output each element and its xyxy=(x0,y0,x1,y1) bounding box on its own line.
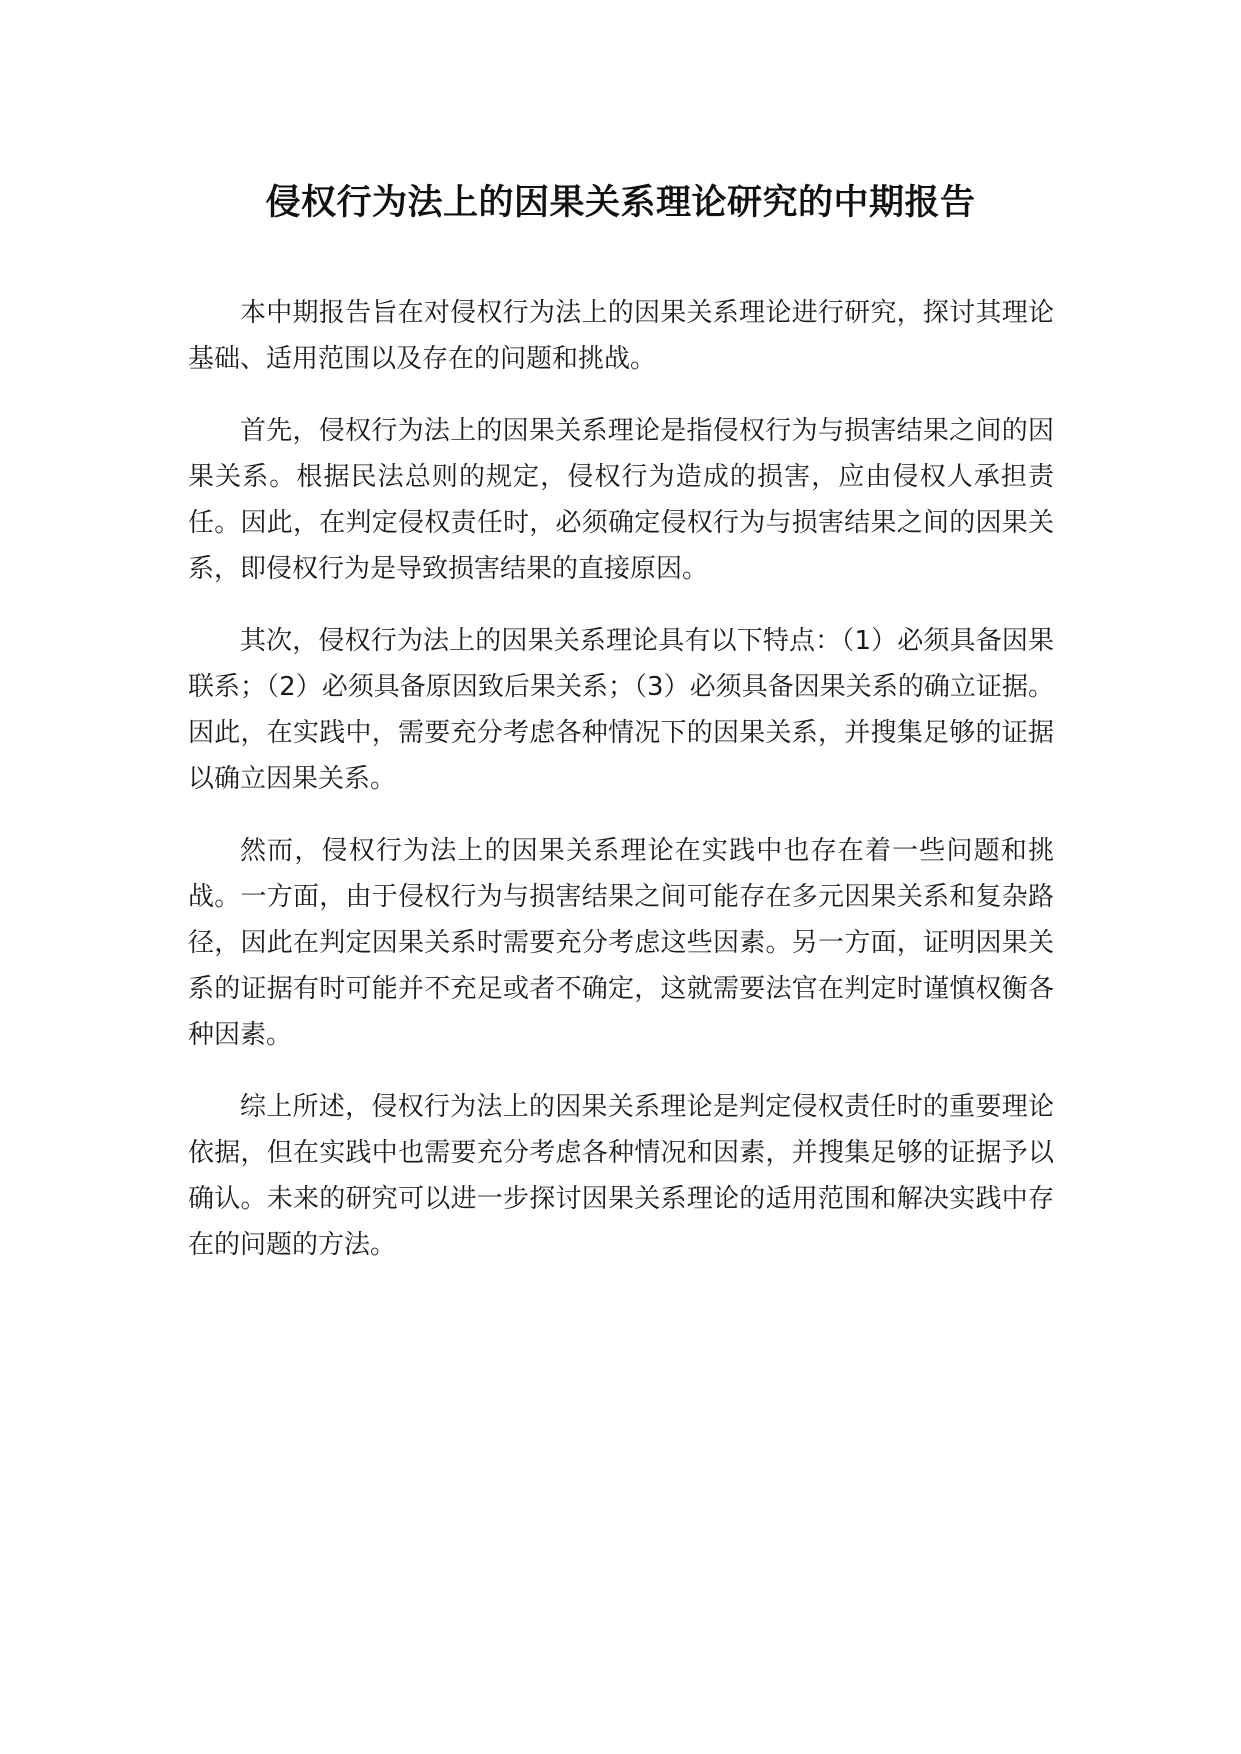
document-body xyxy=(188,290,1054,1294)
paragraph-intro: 本中期报告旨在对侵权行为法上的因果关系理论进行研究，探讨其理论基础、适用范围以及存在的问题和挑战。 xyxy=(188,298,1054,374)
document-title: 侵权行为法上的因果关系理论研究的中期报告 xyxy=(265,183,976,223)
paragraph-conclusion: 综上所述，侵权行为法上的因果关系理论是判定侵权责任时的重要理论依据，但在实践中也需要充分考虑各种情况和因素，并搜集足够的证据予以确认。未来的研究可以进一步探讨因果关系理论的适用范围和解决实践中存在的问题的方法。 xyxy=(188,1092,1054,1260)
paragraph-characteristics: 其次，侵权行为法上的因果关系理论具有以下特点：（1）必须具备因果联系；（2）必须具备原因致后果关系；（3）必须具备因果关系的确立证据。因此，在实践中，需要充分考虑各种情况下的因果关系，并搜集足够的证据以确立因果关系。 xyxy=(188,626,1054,794)
paragraph-challenges: 然而，侵权行为法上的因果关系理论在实践中也存在着一些问题和挑战。一方面，由于侵权行为与损害结果之间可能存在多元因果关系和复杂路径，因此在判定因果关系时需要充分考虑这些因素。另一方面，证明因果关系的证据有时可能并不充足或者不确定，这就需要法官在判定时谨慎权衡各种因素。 xyxy=(188,836,1054,1050)
paragraph-definition: 首先，侵权行为法上的因果关系理论是指侵权行为与损害结果之间的因果关系。根据民法总则的规定，侵权行为造成的损害，应由侵权人承担责任。因此，在判定侵权责任时，必须确定侵权行为与损害结果之间的因果关系，即侵权行为是导致损害结果的直接原因。 xyxy=(188,416,1054,584)
